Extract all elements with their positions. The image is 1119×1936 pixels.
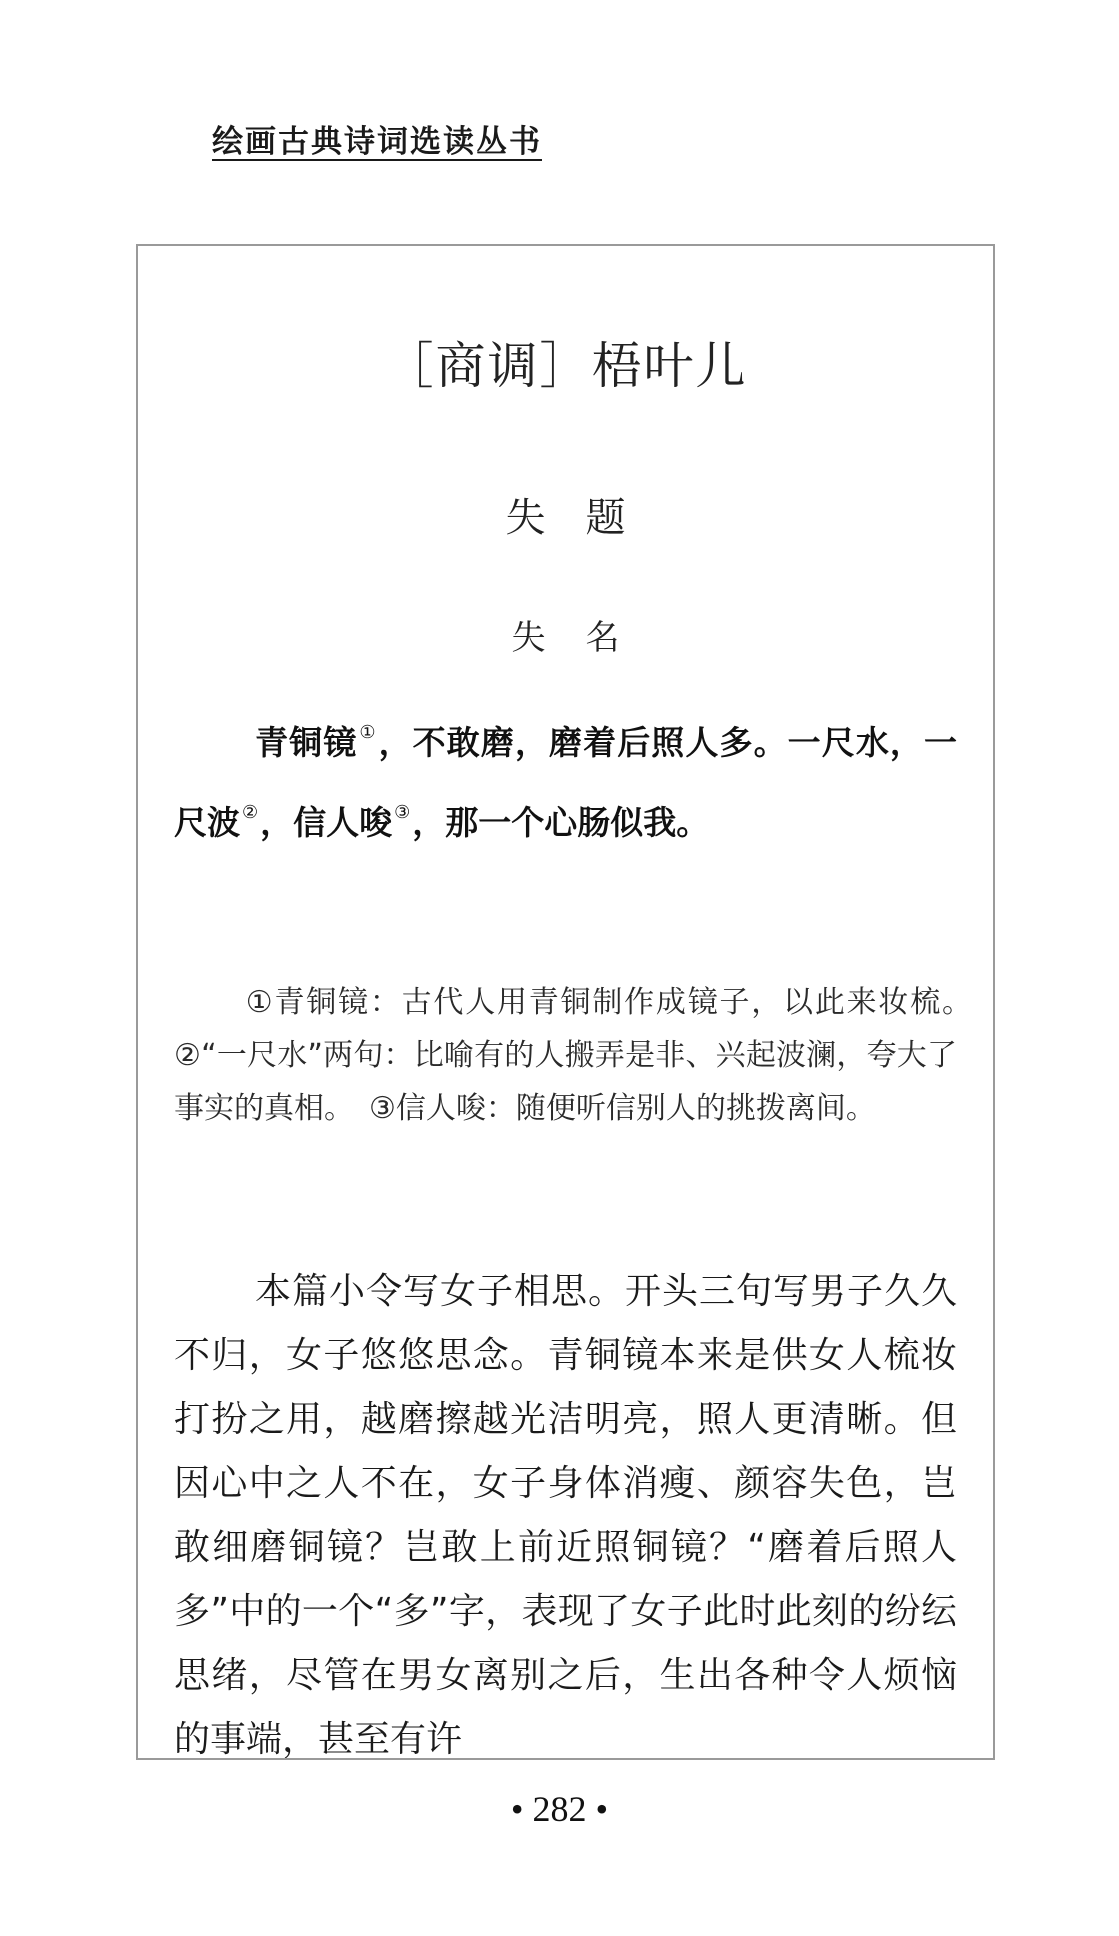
footnote-mark: ③ xyxy=(394,802,411,823)
poem-subtitle: 失题 xyxy=(505,495,666,541)
commentary-text: 本篇小令写女子相思。开头三句写男子久久不归，女子悠悠思念。青铜镜本来是供女人梳妆打扮之用，越磨擦越光洁明亮，照人更清晰。但因心中之人不在，女子身体消瘦、颜容失色，岂敢细磨铜镜？岂敢上前近照铜镜？“磨着后照人多”中的一个“多”字，表现了女子此时此刻的纷纭思绪，尽管在男女离别之后，生出各种令人烦恼的事端，甚至有许 xyxy=(174,1271,957,1760)
content-frame xyxy=(136,244,995,1760)
poem-text xyxy=(174,698,957,858)
annotations-text: ①青铜镜：古代人用青铜制作成镜子，以此来妆梳。 ②“一尺水”两句：比喻有的人搬弄是非、兴起波澜，夸大了事实的真相。 ③信人唆：随便听信别人的挑拨离间。 xyxy=(174,985,987,1126)
footnote-mark: ① xyxy=(359,722,377,743)
footnote-mark: ② xyxy=(242,802,259,823)
poem-author: 失名 xyxy=(511,618,660,658)
poem-segment: 青铜镜 xyxy=(254,723,358,762)
poem-title: ［商调］梧叶儿 xyxy=(383,337,748,395)
poem-segment: ，那一个心肠似我。 xyxy=(412,803,710,842)
annotations xyxy=(174,976,987,1135)
commentary xyxy=(174,1260,957,1760)
poem-segment: ，信人唆 xyxy=(260,803,393,842)
page-number: • 282 • xyxy=(510,1789,609,1829)
series-title: 绘画古典诗词选读丛书 xyxy=(212,124,542,160)
poem-segment: ，不敢磨，磨着后照人多。一尺水，一尺波 xyxy=(174,723,958,842)
